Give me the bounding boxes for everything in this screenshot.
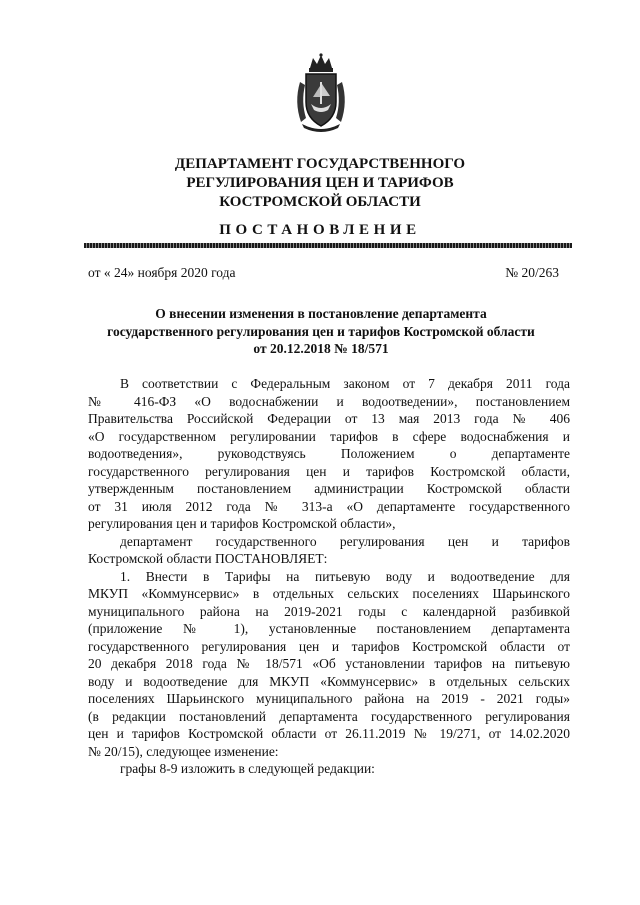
body-line: 1. Внести в Тарифы на питьевую воду и водоотведение для	[120, 568, 570, 584]
department-name-line: ДЕПАРТАМЕНТ ГОСУДАРСТВЕННОГО	[174, 156, 466, 172]
body-line: (приложение № 1), установленные постановлением департамента	[88, 621, 570, 636]
body-line: департамент государственного регулирования цен и тарифов	[120, 533, 570, 549]
department-name-line: РЕГУЛИРОВАНИЯ ЦЕН И ТАРИФОВ	[186, 175, 454, 191]
body-line: «О государственном регулировании тарифов в сфере водоснабжения и	[88, 428, 570, 444]
body-line: № 416-ФЗ «О водоснабжении и водоотведении», постановлением	[88, 393, 570, 409]
body-line: В соответствии с Федеральным законом от 7 декабря 2011 года	[120, 376, 570, 391]
body-line: от 31 июля 2012 года № 313-а «О департаменте государственного	[88, 498, 570, 514]
department-name	[90, 155, 550, 212]
body-line: государственного регулирования цен и тарифов Костромской области от	[88, 638, 570, 654]
body-line: МКУП «Коммунсервис» в отдельных сельских поселениях Шарьинского	[88, 586, 570, 601]
document-date: от « 24» ноября 2020 года	[88, 265, 236, 280]
body-line: цен и тарифов Костромской области от 26.11.2019 № 19/271, от 14.02.2020	[88, 726, 570, 741]
subject-line: государственного регулирования цен и тарифов Костромской области	[107, 323, 535, 339]
body-line: графы 8-9 изложить в следующей редакции:	[120, 761, 375, 776]
document-type-heading: ПОСТАНОВЛЕНИЕ	[219, 222, 421, 238]
body-line: 20 декабря 2018 года № 18/571 «Об установлении тарифов на питьевую	[88, 656, 570, 671]
document-number: № 20/263	[505, 265, 559, 280]
body-line: муниципального района на 2019-2021 годы с календарной разбивкой	[88, 603, 570, 619]
body-line: утвержденным постановлением администрации Костромской области	[88, 481, 570, 496]
body-line: воду и водоотведение для МКУП «Коммунсервис» в отдельных сельских	[88, 673, 570, 689]
document-body	[88, 375, 570, 778]
body-line: государственного регулирования цен и тарифов Костромской области,	[88, 463, 570, 479]
document-subject	[80, 305, 562, 358]
body-line: Костромской области ПОСТАНОВЛЯЕТ:	[88, 551, 328, 566]
body-line: водоотведения», руководствуясь Положением о департаменте	[88, 446, 570, 461]
body-line: Правительства Российской Федерации от 13 мая 2013 года № 406	[88, 411, 570, 426]
body-line: поселениях Шарьинского муниципального района на 2019 - 2021 годы»	[88, 691, 570, 706]
subject-line: О внесении изменения в постановление департамента	[155, 306, 487, 321]
header-divider	[84, 243, 572, 248]
body-line: № 20/15), следующее изменение:	[88, 743, 279, 759]
subject-line: от 20.12.2018 № 18/571	[253, 341, 389, 356]
body-line: регулирования цен и тарифов Костромской области»,	[88, 516, 396, 531]
coat-of-arms-emblem	[292, 52, 350, 132]
body-line: (в редакции постановлений департамента государственного регулирования	[88, 708, 570, 724]
department-name-line: КОСТРОМСКОЙ ОБЛАСТИ	[219, 194, 421, 210]
